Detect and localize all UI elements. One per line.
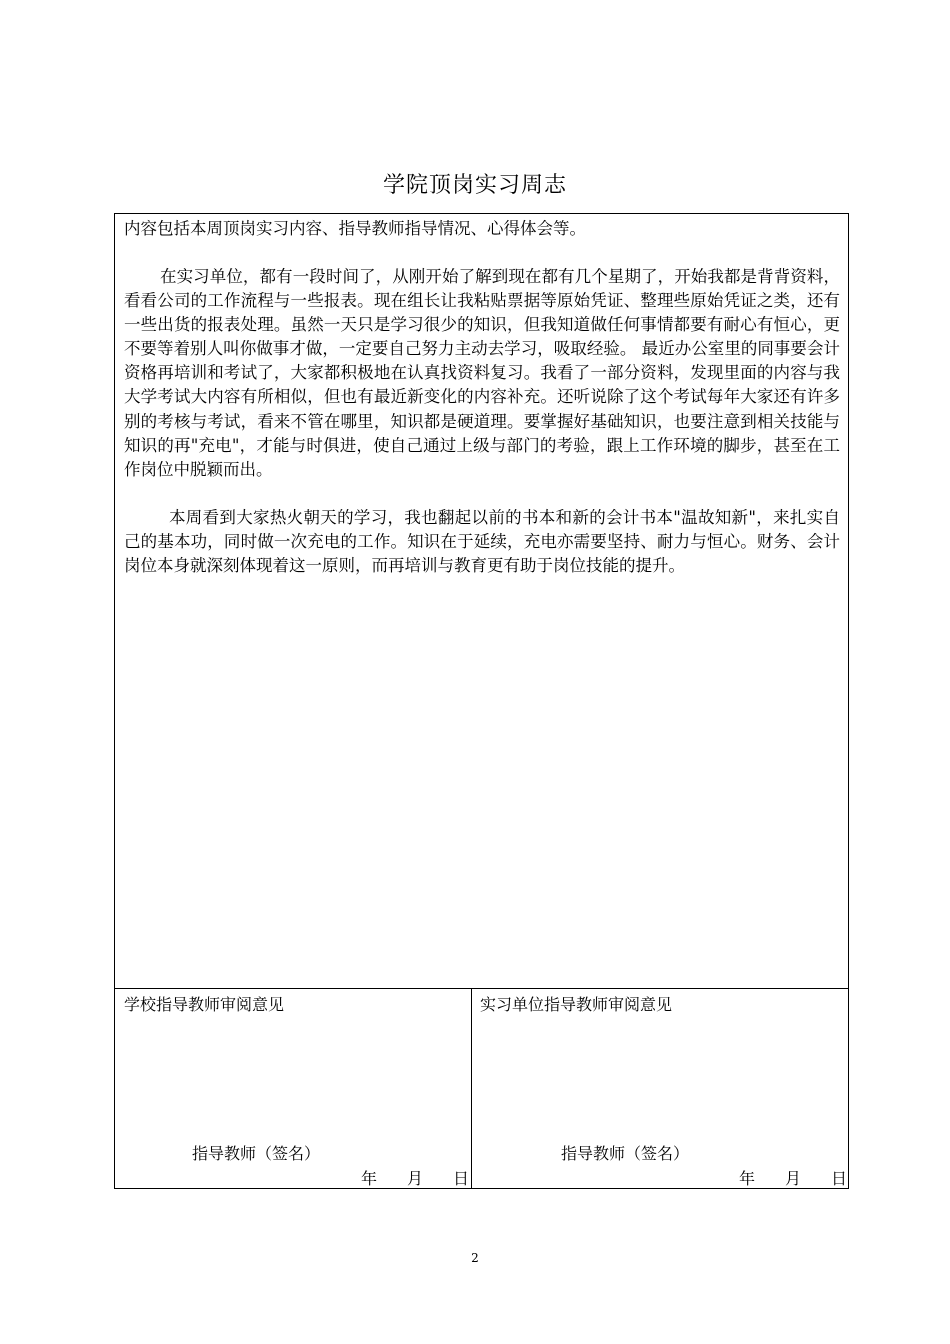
instructions-text: 内容包括本周顶岗实习内容、指导教师指导情况、心得体会等。 xyxy=(124,219,586,238)
date-year-label: 年 xyxy=(361,1169,378,1188)
date-month-label: 月 xyxy=(785,1169,802,1188)
date-day-label: 日 xyxy=(831,1169,848,1188)
date-day-label: 日 xyxy=(453,1169,470,1188)
unit-date-line xyxy=(739,1166,847,1189)
journal-paragraph-1: 在实习单位，都有一段时间了，从刚开始了解到现在都有几个星期了，开始我都是背背资料，看看公司的工作流程与一些报表。现在组长让我粘贴票据等原始凭证、整理些原始凭证之类，还有一些出货的报表处理。虽然一天只是学习很少的知识，但我知道做任何事情都要有耐心有恒心，更不要等着别人叫你做事才做，一定要自己努力主动去学习，吸取经验。 最近办公室里的同事要会计资格再培训和考试了，大家都积极地在认真找资料复习。我看了一部分资料，发现里面的内容与我大学考试大内容有所相似，但也有最近新变化的内容补充。还听说除了这个考试每年大家还有许多别的考核与考试，看来不管在哪里，知识都是硬道理。要掌握好基础知识，也要注意到相关技能与知识的再"充电"，才能与时俱进，使自己通过上级与部门的考验，跟上工作环境的脚步，甚至在工作岗位中脱颖而出。 xyxy=(124,267,840,479)
school-signature-label: 指导教师（签名） xyxy=(192,1144,321,1163)
journal-paragraph-2: 本周看到大家热火朝天的学习，我也翻起以前的书本和新的会计书本"温故知新"，来扎实自己的基本功，同时做一次充电的工作。知识在于延续，充电亦需要坚持、耐力与恒心。财务、会计岗位本身就深刻体现着这一原则，而再培训与教育更有助于岗位技能的提升。 xyxy=(124,507,840,576)
date-month-label: 月 xyxy=(407,1169,424,1188)
unit-signature-label: 指导教师（签名） xyxy=(561,1144,690,1163)
weekly-content-cell xyxy=(115,214,848,989)
weekly-log-table xyxy=(114,213,849,1189)
unit-teacher-review-cell xyxy=(472,989,848,1188)
page-number: 2 xyxy=(471,1251,479,1265)
school-date-line xyxy=(361,1166,469,1189)
school-review-heading: 学校指导教师审阅意见 xyxy=(124,995,285,1014)
school-teacher-review-cell xyxy=(115,989,472,1188)
unit-review-heading: 实习单位指导教师审阅意见 xyxy=(480,995,673,1014)
page-title: 学院顶岗实习周志 xyxy=(382,173,567,198)
date-year-label: 年 xyxy=(739,1169,756,1188)
